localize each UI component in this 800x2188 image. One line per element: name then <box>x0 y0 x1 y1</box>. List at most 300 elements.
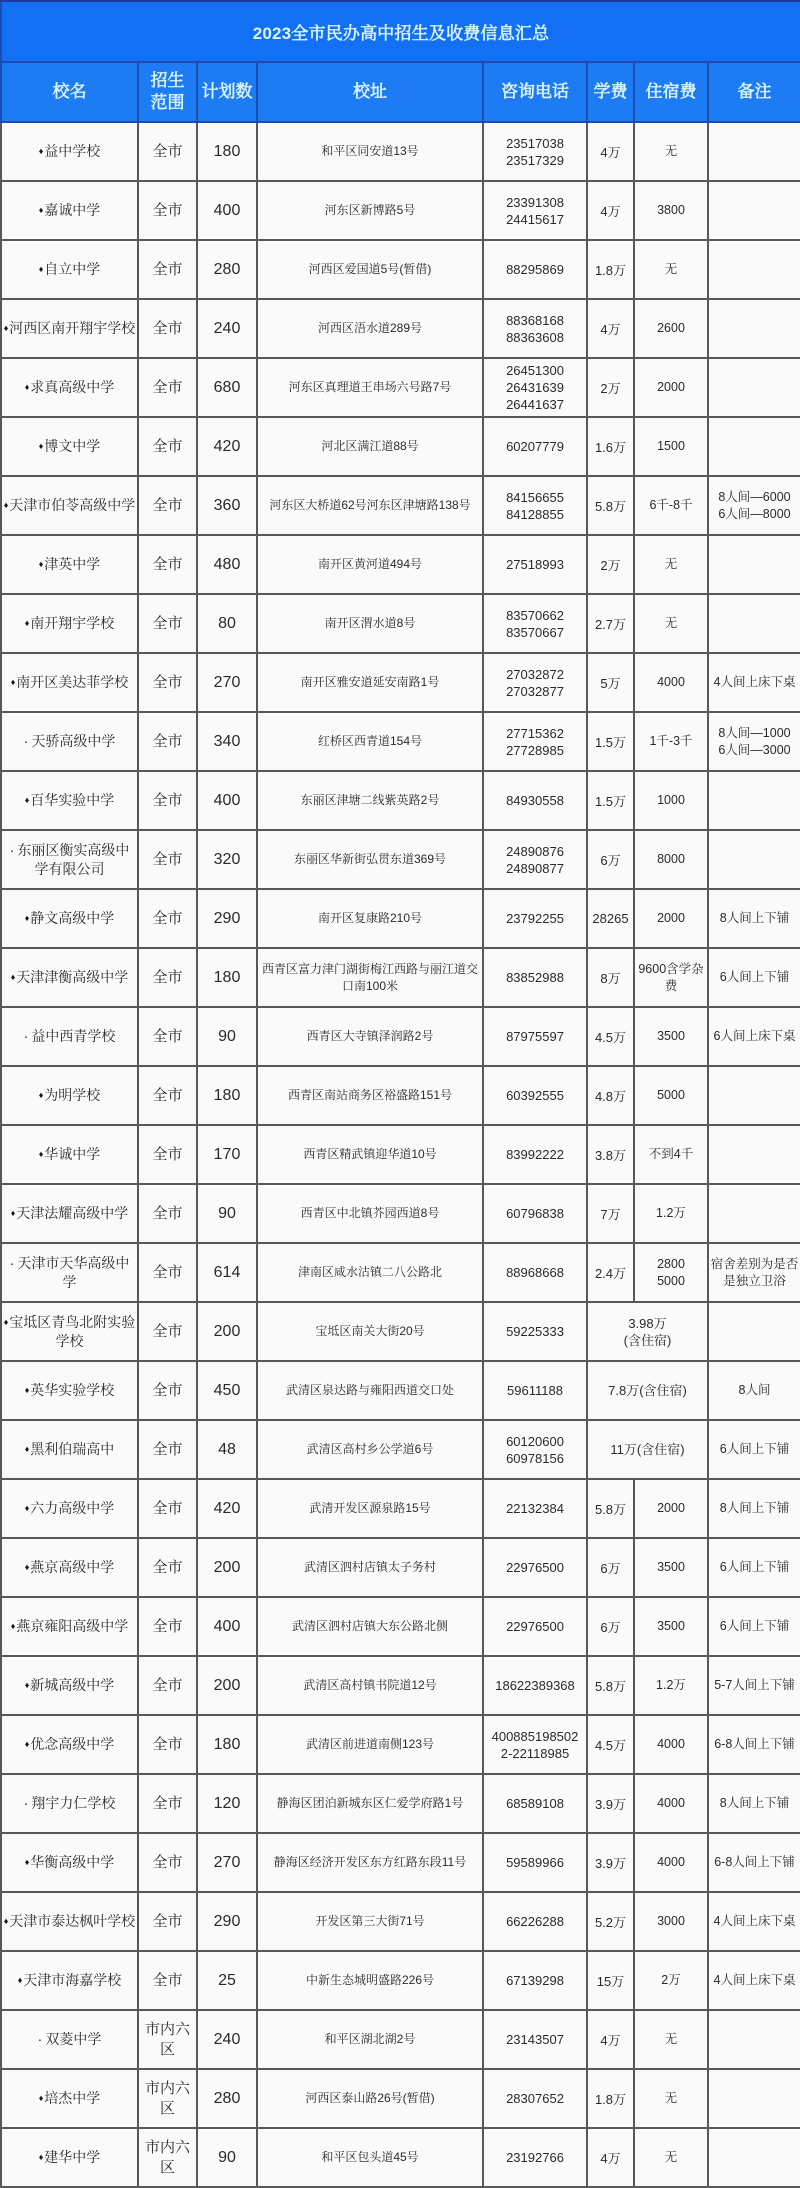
table-row <box>1 2128 800 2187</box>
dot-bullet-icon: · <box>23 1028 29 1044</box>
school-address: 和平区湖北湖2号 <box>257 2010 483 2069</box>
enrollment-scope: 全市 <box>138 1361 197 1420</box>
school-address: 南开区黄河道494号 <box>257 535 483 594</box>
boarding-fee-cell <box>634 358 708 417</box>
remarks-cell <box>708 830 800 889</box>
enrollment-scope: 全市 <box>138 1479 197 1538</box>
table-row <box>1 653 800 712</box>
planned-quota: 614 <box>197 1243 257 1302</box>
table-row <box>1 1125 800 1184</box>
remarks-cell <box>708 1951 800 2010</box>
phone-number: 59225333 <box>506 1324 564 1339</box>
column-header-tuition: 学费 <box>587 62 634 122</box>
school-address: 武清区泉达路与雍阳西道交口处 <box>257 1361 483 1420</box>
tuition-fee: 5万 <box>587 653 634 712</box>
planned-quota: 420 <box>197 1479 257 1538</box>
planned-quota: 90 <box>197 1184 257 1243</box>
diamond-bullet-icon: ♦ <box>10 1621 16 1631</box>
boarding-fee: 6千-8千 <box>649 498 693 512</box>
dot-bullet-icon: · <box>37 2031 43 2047</box>
boarding-fee-cell <box>634 122 708 181</box>
tuition-fee: 4万 <box>587 2128 634 2187</box>
remarks-cell <box>708 299 800 358</box>
phone-cell <box>483 1951 587 2010</box>
school-address: 静海区经济开发区东方红路东段11号 <box>257 1833 483 1892</box>
table-row <box>1 358 800 417</box>
phone-number: 59611188 <box>507 1383 563 1398</box>
phone-cell <box>483 1892 587 1951</box>
boarding-fee-cell <box>634 712 708 771</box>
table-row <box>1 1951 800 2010</box>
phone-number: 23391308 <box>506 194 564 210</box>
boarding-fee-cell <box>634 1951 708 2010</box>
remarks-cell <box>708 1302 800 1361</box>
diamond-bullet-icon: ♦ <box>17 1975 23 1985</box>
remark-text: 6-8人间上下铺 <box>714 1855 795 1869</box>
remarks-cell <box>708 2069 800 2128</box>
table-row <box>1 1066 800 1125</box>
tuition-fee: 6万 <box>587 1538 634 1597</box>
planned-quota: 280 <box>197 240 257 299</box>
tuition-fee: 1.5万 <box>587 771 634 830</box>
planned-quota: 90 <box>197 1007 257 1066</box>
phone-number: 60796838 <box>506 1206 564 1221</box>
school-address: 河东区大桥道62号河东区津塘路138号 <box>257 476 483 535</box>
phone-cell <box>483 1833 587 1892</box>
phone-number: 22132384 <box>506 1501 564 1516</box>
remark-text: 6人间—8000 <box>718 506 791 521</box>
tuition-fee: 6万 <box>587 1597 634 1656</box>
remarks-cell <box>708 1656 800 1715</box>
tuition-fee: 2万 <box>587 535 634 594</box>
school-name-cell <box>1 1302 138 1361</box>
planned-quota: 120 <box>197 1774 257 1833</box>
boarding-fee: 4000 <box>657 1737 685 1751</box>
boarding-fee: 1.2万 <box>656 1678 686 1692</box>
planned-quota: 420 <box>197 417 257 476</box>
remark-text: 4人间上床下桌 <box>713 1914 796 1928</box>
remark-text: 8人间上下铺 <box>719 1501 790 1515</box>
school-name: 天津津衡高级中学 <box>16 969 129 985</box>
phone-number: 67139298 <box>506 1973 564 1988</box>
diamond-bullet-icon: ♦ <box>24 382 30 392</box>
remarks-cell <box>708 1715 800 1774</box>
phone-number: 88295869 <box>506 262 564 277</box>
boarding-fee-cell <box>634 1479 708 1538</box>
combined-fee-text: 11万(含住宿) <box>610 1442 685 1457</box>
school-name-cell <box>1 1715 138 1774</box>
boarding-fee: 4000 <box>657 675 685 689</box>
enrollment-scope: 全市 <box>138 1125 197 1184</box>
phone-cell <box>483 181 587 240</box>
enrollment-scope: 全市 <box>138 830 197 889</box>
school-name: 翔宇力仁学校 <box>31 1795 116 1811</box>
boarding-fee: 3500 <box>657 1619 685 1633</box>
phone-number: 24890876 <box>506 843 564 859</box>
enrollment-scope: 全市 <box>138 535 197 594</box>
tuition-fee: 1.8万 <box>587 240 634 299</box>
phone-cell <box>483 240 587 299</box>
boarding-fee: 5000 <box>657 1088 685 1102</box>
boarding-fee-cell <box>634 476 708 535</box>
remarks-cell <box>708 240 800 299</box>
phone-number: 23517038 <box>506 135 564 151</box>
title-row <box>1 1 800 62</box>
school-name-cell <box>1 1479 138 1538</box>
planned-quota: 400 <box>197 1597 257 1656</box>
combined-fee-cell <box>587 1302 708 1361</box>
diamond-bullet-icon: ♦ <box>10 1208 16 1218</box>
school-name-cell <box>1 358 138 417</box>
phone-cell <box>483 1479 587 1538</box>
phone-number: 23143507 <box>506 2032 564 2047</box>
table-row <box>1 1007 800 1066</box>
remarks-cell <box>708 1420 800 1479</box>
boarding-fee-cell <box>634 1656 708 1715</box>
school-name-cell <box>1 1125 138 1184</box>
school-name-cell <box>1 1951 138 2010</box>
phone-number: 22976500 <box>506 1560 564 1575</box>
school-address: 河东区新博路5号 <box>257 181 483 240</box>
school-name: 华诚中学 <box>44 1146 101 1162</box>
table-row <box>1 1774 800 1833</box>
school-name: 自立中学 <box>44 261 101 277</box>
diamond-bullet-icon: ♦ <box>3 323 9 333</box>
remark-text: 8人间上下铺 <box>719 1796 790 1810</box>
diamond-bullet-icon: ♦ <box>38 2093 44 2103</box>
school-name-cell <box>1 1184 138 1243</box>
boarding-fee: 无 <box>664 262 678 276</box>
phone-number: 60207779 <box>506 439 564 454</box>
phone-number: 83570662 <box>506 607 564 623</box>
school-name-cell <box>1 2069 138 2128</box>
enrollment-scope: 全市 <box>138 1774 197 1833</box>
school-name: 双菱中学 <box>45 2031 102 2047</box>
school-name-cell <box>1 1361 138 1420</box>
phone-cell <box>483 299 587 358</box>
phone-cell <box>483 1361 587 1420</box>
table-row <box>1 240 800 299</box>
planned-quota: 240 <box>197 299 257 358</box>
boarding-fee: 4000 <box>657 1855 685 1869</box>
school-address: 东丽区华新街弘贯东道369号 <box>257 830 483 889</box>
school-name: 为明学校 <box>44 1087 101 1103</box>
remarks-cell <box>708 1597 800 1656</box>
remarks-cell <box>708 1066 800 1125</box>
table-row <box>1 1479 800 1538</box>
tuition-fee: 15万 <box>587 1951 634 2010</box>
school-address: 西青区中北镇芥园西道8号 <box>257 1184 483 1243</box>
phone-cell <box>483 358 587 417</box>
phone-number: 27728985 <box>506 742 564 758</box>
table-row <box>1 948 800 1007</box>
phone-cell <box>483 2010 587 2069</box>
boarding-fee-cell <box>634 2069 708 2128</box>
school-address: 津南区咸水沽镇二八公路北 <box>257 1243 483 1302</box>
boarding-fee-cell <box>634 2128 708 2187</box>
phone-number: 59589966 <box>506 1855 564 1870</box>
diamond-bullet-icon: ♦ <box>24 1680 30 1690</box>
enrollment-scope: 全市 <box>138 1892 197 1951</box>
school-name: 静文高级中学 <box>30 910 115 926</box>
table-row <box>1 889 800 948</box>
school-name: 新城高级中学 <box>30 1677 115 1693</box>
remarks-cell <box>708 181 800 240</box>
planned-quota: 180 <box>197 948 257 1007</box>
phone-number: 84128855 <box>506 506 564 522</box>
enrollment-scope: 全市 <box>138 1066 197 1125</box>
remarks-cell <box>708 1184 800 1243</box>
boarding-fee: 2万 <box>661 1973 681 1987</box>
boarding-fee: 无 <box>664 2091 678 2105</box>
remarks-cell <box>708 1125 800 1184</box>
phone-number: 84930558 <box>506 793 564 808</box>
boarding-fee: 1千-3千 <box>649 734 693 748</box>
boarding-fee: 无 <box>664 2032 678 2046</box>
school-address: 西青区富力津门湖街梅江西路与丽江道交口南100米 <box>257 948 483 1007</box>
enrollment-scope: 全市 <box>138 1715 197 1774</box>
phone-number: 400885198502 <box>491 1728 579 1744</box>
remarks-cell <box>708 1007 800 1066</box>
school-address: 西青区大寺镇泽润路2号 <box>257 1007 483 1066</box>
remarks-cell <box>708 1774 800 1833</box>
enrollment-scope: 全市 <box>138 1656 197 1715</box>
table-row <box>1 1302 800 1361</box>
phone-number: 23792255 <box>506 911 564 926</box>
planned-quota: 170 <box>197 1125 257 1184</box>
school-name-cell <box>1 535 138 594</box>
school-name-cell <box>1 830 138 889</box>
tuition-fee: 5.8万 <box>587 1479 634 1538</box>
school-name-cell <box>1 1538 138 1597</box>
planned-quota: 450 <box>197 1361 257 1420</box>
school-address: 武清区高村乡公学道6号 <box>257 1420 483 1479</box>
enrollment-scope: 市内六区 <box>138 2010 197 2069</box>
school-name-cell <box>1 417 138 476</box>
school-name: 黑利伯瑞高中 <box>30 1441 115 1457</box>
combined-fee-cell <box>587 1420 708 1479</box>
boarding-fee-cell <box>634 948 708 1007</box>
enrollment-scope: 全市 <box>138 1243 197 1302</box>
phone-cell <box>483 535 587 594</box>
enrollment-scope: 全市 <box>138 181 197 240</box>
column-header-phone: 咨询电话 <box>483 62 587 122</box>
diamond-bullet-icon: ♦ <box>38 559 44 569</box>
school-name-cell <box>1 1066 138 1125</box>
enrollment-scope: 全市 <box>138 948 197 1007</box>
remarks-cell <box>708 1538 800 1597</box>
remarks-cell <box>708 1892 800 1951</box>
phone-number: 83570667 <box>506 624 564 640</box>
school-name-cell <box>1 2128 138 2187</box>
table-row <box>1 1597 800 1656</box>
school-name-cell <box>1 1656 138 1715</box>
school-name: 益中西青学校 <box>31 1028 116 1044</box>
boarding-fee: 2000 <box>657 1501 685 1515</box>
table-row <box>1 2069 800 2128</box>
table-row <box>1 181 800 240</box>
combined-fee-text: 7.8万(含住宿) <box>608 1383 687 1398</box>
phone-cell <box>483 889 587 948</box>
school-name: 天津市天华高级中学 <box>17 1254 130 1290</box>
remarks-cell <box>708 358 800 417</box>
table-row <box>1 1538 800 1597</box>
boarding-fee: 4000 <box>657 1796 685 1810</box>
boarding-fee: 1000 <box>657 793 685 807</box>
school-name: 博文中学 <box>44 438 101 454</box>
phone-cell <box>483 1715 587 1774</box>
enrollment-scope: 全市 <box>138 240 197 299</box>
phone-cell <box>483 771 587 830</box>
school-name-cell <box>1 594 138 653</box>
diamond-bullet-icon: ♦ <box>3 500 9 510</box>
table-row <box>1 712 800 771</box>
school-name-cell <box>1 1243 138 1302</box>
enrollment-scope: 全市 <box>138 1420 197 1479</box>
school-name: 宝坻区青鸟北附实验学校 <box>9 1313 136 1349</box>
table-row <box>1 476 800 535</box>
boarding-fee-cell <box>634 417 708 476</box>
tuition-fee: 4万 <box>587 299 634 358</box>
boarding-fee-cell <box>634 1243 708 1302</box>
enrollment-scope: 全市 <box>138 889 197 948</box>
school-name-cell <box>1 476 138 535</box>
tuition-fee: 4.8万 <box>587 1066 634 1125</box>
boarding-fee-cell <box>634 299 708 358</box>
tuition-fee: 4.5万 <box>587 1007 634 1066</box>
boarding-fee: 无 <box>664 144 678 158</box>
boarding-fee-cell <box>634 1125 708 1184</box>
boarding-fee: 2000 <box>657 380 685 394</box>
enrollment-scope: 全市 <box>138 476 197 535</box>
school-name: 津英中学 <box>44 556 101 572</box>
diamond-bullet-icon: ♦ <box>24 1562 30 1572</box>
boarding-fee: 无 <box>664 616 678 630</box>
planned-quota: 280 <box>197 2069 257 2128</box>
phone-number: 68589108 <box>506 1796 564 1811</box>
tuition-fee: 4.5万 <box>587 1715 634 1774</box>
planned-quota: 200 <box>197 1538 257 1597</box>
combined-fee-text: (含住宿) <box>623 1332 672 1348</box>
phone-cell <box>483 948 587 1007</box>
school-address: 西青区南站商务区裕盛路151号 <box>257 1066 483 1125</box>
diamond-bullet-icon: ♦ <box>38 264 44 274</box>
school-name-cell <box>1 948 138 1007</box>
remarks-cell <box>708 476 800 535</box>
remark-text: 6-8人间上下铺 <box>714 1737 795 1751</box>
school-address: 中新生态城明盛路226号 <box>257 1951 483 2010</box>
boarding-fee: 无 <box>664 2150 678 2164</box>
remark-text: 6人间上下铺 <box>719 1560 790 1574</box>
boarding-fee-cell <box>634 771 708 830</box>
tuition-fee: 8万 <box>587 948 634 1007</box>
boarding-fee: 2600 <box>657 321 685 335</box>
table-row <box>1 1892 800 1951</box>
diamond-bullet-icon: ♦ <box>38 2152 44 2162</box>
school-name: 燕京高级中学 <box>30 1559 115 1575</box>
remark-text: 8人间上下铺 <box>719 911 790 925</box>
table-head <box>1 1 800 122</box>
table-row <box>1 122 800 181</box>
tuition-fee: 5.8万 <box>587 476 634 535</box>
school-name-cell <box>1 1007 138 1066</box>
phone-number: 88363608 <box>506 329 564 345</box>
tuition-fee: 3.8万 <box>587 1125 634 1184</box>
phone-number: 60120600 <box>506 1433 564 1449</box>
phone-cell <box>483 1007 587 1066</box>
dot-bullet-icon: · <box>9 841 15 858</box>
remark-text: 8人间 <box>738 1383 771 1397</box>
school-name: 南开区美达菲学校 <box>16 674 129 690</box>
remarks-cell <box>708 653 800 712</box>
school-address: 南开区雅安道延安南路1号 <box>257 653 483 712</box>
phone-cell <box>483 476 587 535</box>
diamond-bullet-icon: ♦ <box>3 1316 9 1327</box>
planned-quota: 180 <box>197 122 257 181</box>
school-name-cell <box>1 122 138 181</box>
boarding-fee-cell <box>634 1184 708 1243</box>
enrollment-scope: 全市 <box>138 1302 197 1361</box>
planned-quota: 340 <box>197 712 257 771</box>
remark-text: 6人间上下铺 <box>719 1619 790 1633</box>
table-row <box>1 594 800 653</box>
phone-number: 66226288 <box>506 1914 564 1929</box>
phone-number: 27715362 <box>506 725 564 741</box>
tuition-fee: 3.9万 <box>587 1774 634 1833</box>
school-address: 南开区渭水道8号 <box>257 594 483 653</box>
remarks-cell <box>708 2128 800 2187</box>
enrollment-scope: 全市 <box>138 653 197 712</box>
enrollment-scope: 全市 <box>138 1951 197 2010</box>
tuition-fee: 2万 <box>587 358 634 417</box>
planned-quota: 320 <box>197 830 257 889</box>
boarding-fee: 8000 <box>657 852 685 866</box>
column-header-boarding-fee: 住宿费 <box>634 62 708 122</box>
enrollment-scope: 全市 <box>138 417 197 476</box>
school-address: 和平区同安道13号 <box>257 122 483 181</box>
table-title: 2023全市民办高中招生及收费信息汇总 <box>1 1 800 62</box>
enrollment-scope: 市内六区 <box>138 2069 197 2128</box>
boarding-fee-cell <box>634 1774 708 1833</box>
phone-number: 24415617 <box>506 211 564 227</box>
phone-cell <box>483 1184 587 1243</box>
phone-number: 27518993 <box>506 557 564 572</box>
school-address: 东丽区津塘二线紫英路2号 <box>257 771 483 830</box>
planned-quota: 90 <box>197 2128 257 2187</box>
phone-cell <box>483 1066 587 1125</box>
remarks-cell <box>708 1833 800 1892</box>
diamond-bullet-icon: ♦ <box>24 795 30 805</box>
school-name: 河西区南开翔宇学校 <box>9 320 136 336</box>
phone-number: 87975597 <box>506 1029 564 1044</box>
school-name: 建华中学 <box>44 2149 101 2165</box>
table-row <box>1 1656 800 1715</box>
enrollment-scope: 全市 <box>138 358 197 417</box>
remark-text: 4人间上床下桌 <box>713 675 796 689</box>
remarks-cell <box>708 771 800 830</box>
phone-cell <box>483 1774 587 1833</box>
phone-number: 23192766 <box>506 2150 564 2165</box>
table-row <box>1 1184 800 1243</box>
phone-number: 26441637 <box>506 397 564 412</box>
dot-bullet-icon: · <box>23 733 29 749</box>
tuition-fee: 28265 <box>587 889 634 948</box>
school-name-cell <box>1 2010 138 2069</box>
diamond-bullet-icon: ♦ <box>10 972 16 982</box>
planned-quota: 80 <box>197 594 257 653</box>
school-name-cell <box>1 299 138 358</box>
tuition-fee: 3.9万 <box>587 1833 634 1892</box>
